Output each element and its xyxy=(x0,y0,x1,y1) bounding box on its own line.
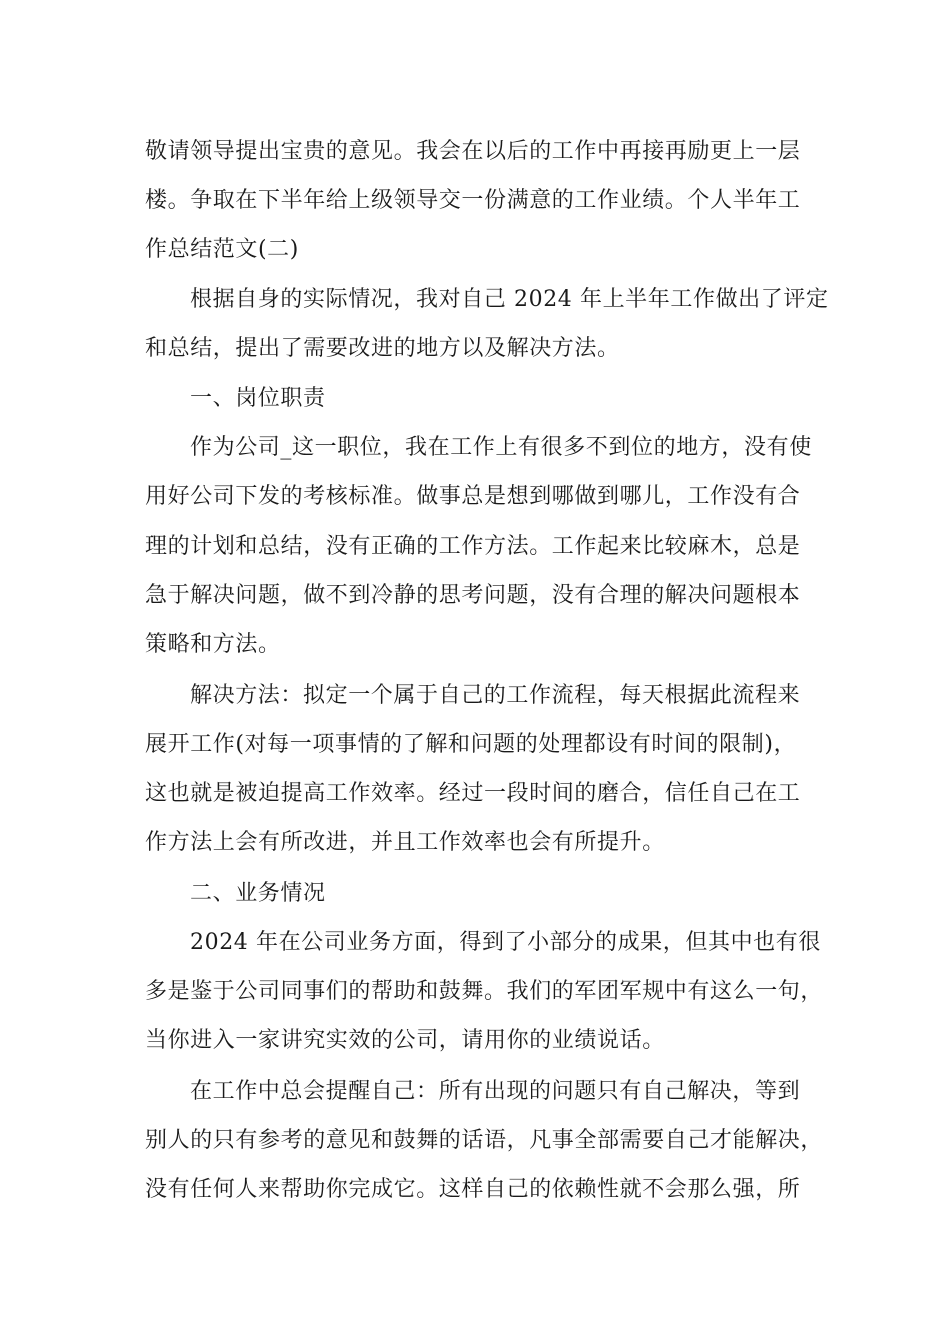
text-line: 解决方法：拟定一个属于自己的工作流程，每天根据此流程来 xyxy=(190,683,801,708)
section-heading: 二、业务情况 xyxy=(190,881,326,906)
text-line: 楼。争取在下半年给上级领导交一份满意的工作业绩。个人半年工 xyxy=(145,188,801,213)
text-line: 急于解决问题，做不到冷静的思考问题，没有合理的解决问题根本 xyxy=(145,583,801,608)
text-line: 敬请领导提出宝贵的意见。我会在以后的工作中再接再励更上一层 xyxy=(145,139,801,164)
text-line: 理的计划和总结，没有正确的工作方法。工作起来比较麻木，总是 xyxy=(145,534,801,559)
section-heading: 一、岗位职责 xyxy=(190,386,326,411)
text-line: 展开工作(对每一项事情的了解和问题的处理都设有时间的限制)， xyxy=(145,732,797,757)
text-line: 多是鉴于公司同事们的帮助和鼓舞。我们的军团军规中有这么一句， xyxy=(145,979,824,1004)
text-line: 当你进入一家讲究实效的公司，请用你的业绩说话。 xyxy=(145,1028,665,1053)
text-line: 根据自身的实际情况，我对自己 2024 年上半年工作做出了评定 xyxy=(190,287,829,312)
text-line: 在工作中总会提醒自己：所有出现的问题只有自己解决，等到 xyxy=(190,1079,801,1104)
text-line: 别人的只有参考的意见和鼓舞的话语，凡事全部需要自己才能解决， xyxy=(145,1128,824,1153)
text-line: 和总结，提出了需要改进的地方以及解决方法。 xyxy=(145,336,620,361)
text-line: 2024 年在公司业务方面，得到了小部分的成果，但其中也有很 xyxy=(190,930,821,955)
text-line: 这也就是被迫提高工作效率。经过一段时间的磨合，信任自己在工 xyxy=(145,781,801,806)
text-line: 用好公司下发的考核标准。做事总是想到哪做到哪儿，工作没有合 xyxy=(145,484,801,509)
text-line: 作总结范文(二) xyxy=(145,237,299,262)
text-line: 没有任何人来帮助你完成它。这样自己的依赖性就不会那么强，所 xyxy=(145,1177,801,1202)
text-line: 作方法上会有所改进，并且工作效率也会有所提升。 xyxy=(145,830,665,855)
text-line: 策略和方法。 xyxy=(145,632,281,657)
text-line: 作为公司_这一职位，我在工作上有很多不到位的地方，没有使 xyxy=(190,435,812,460)
